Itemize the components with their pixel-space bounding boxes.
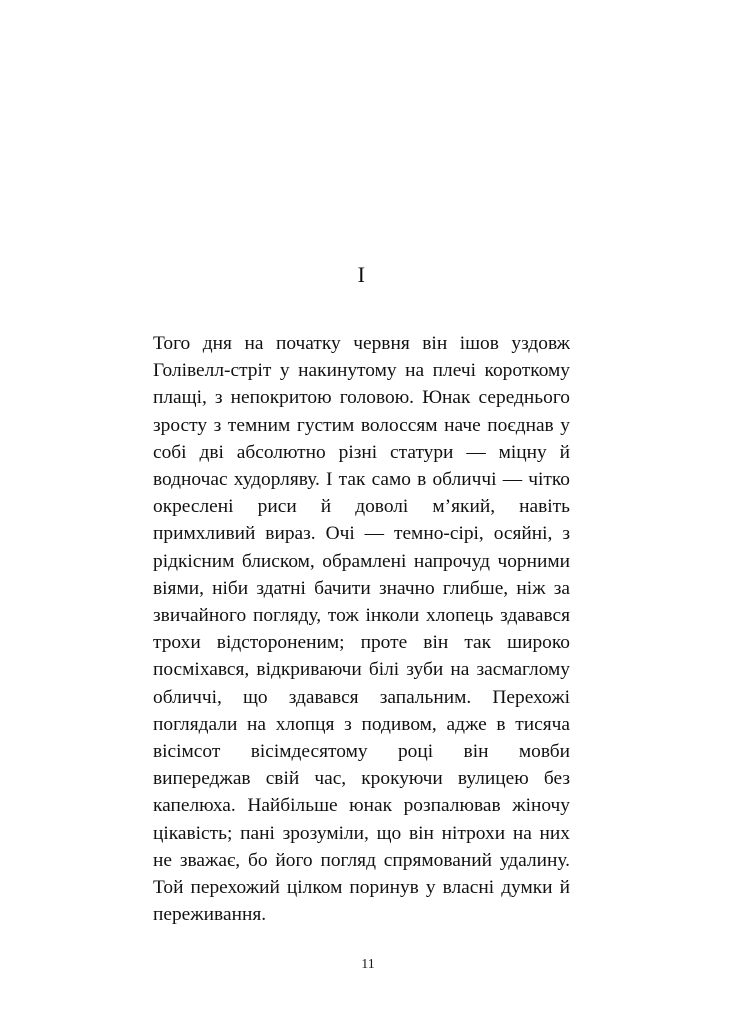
body-paragraph: Того дня на початку червня він ішов уздовж Голівелл-стріт у накинутому на плечі короткому плащі, з непокритою головою. Юнак середнього зросту з темним густим волоссям наче поєднав у собі дві абсолютно різні статури — міцну й водночас худорляву. І так само в обличчі — чітко окреслені риси й доволі м’який, навіть примхливий вираз. Очі — темно-сірі, осяйні, з рідкісним блиском, обрамлені напрочуд чорними віями, ніби здатні бачити значно глибше, ніж за звичайного погляду, тож інколи хлопець здавався трохи відстороненим; проте він так широко посміхався, відкриваючи білі зуби на засмаглому обличчі, що здавався запальним. Перехожі поглядали на хлопця з подивом, адже в тисяча вісімсот вісімдесятому році він мовби випереджав свій час, крокуючи вулицею без капелюха. Найбільше юнак розпалював жіночу цікавість; пані зрозуміли, що він нітрохи на них не зважає, бо його погляд спрямований удалину. Той перехожий цілком поринув у власні думки й переживання. [153, 333, 570, 926]
text-column [153, 262, 570, 928]
chapter-heading: I [357, 262, 366, 287]
page-number: 11 [361, 957, 375, 972]
